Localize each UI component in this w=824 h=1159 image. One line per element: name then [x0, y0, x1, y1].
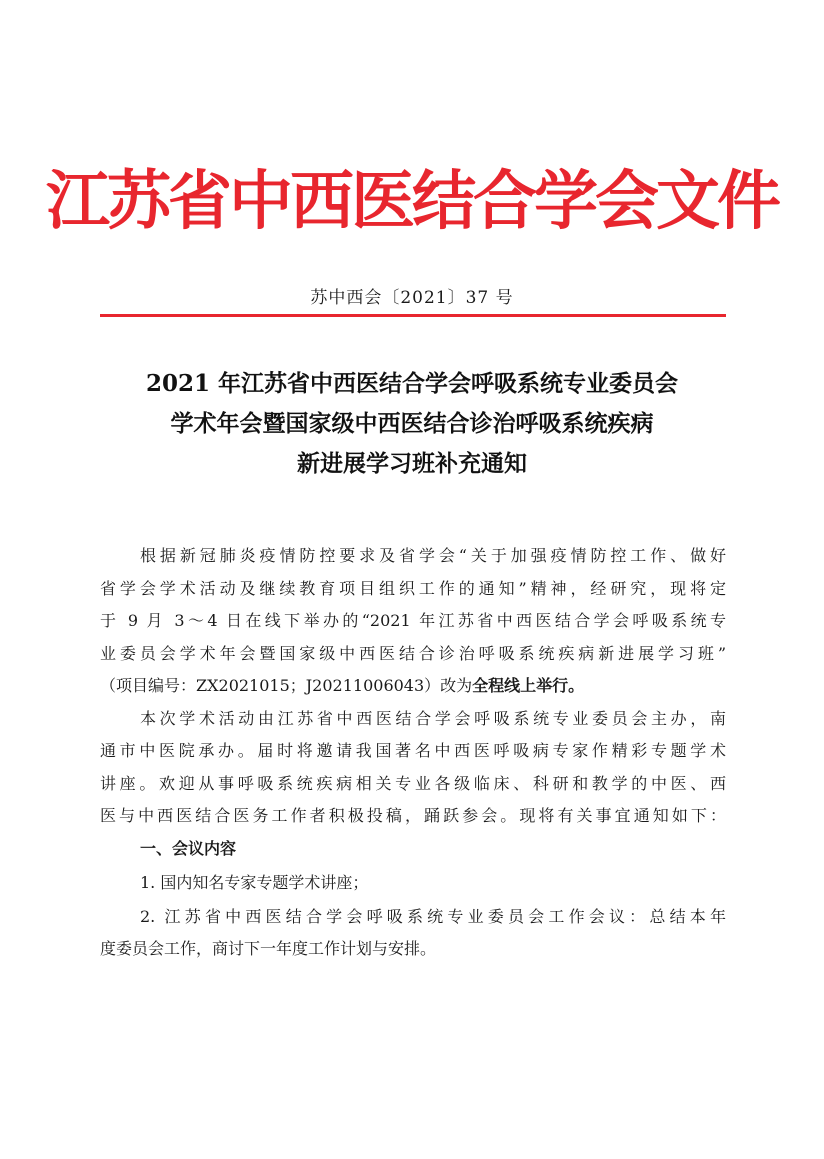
- paragraph-line: 本次学术活动由江苏省中西医结合学会呼吸系统专业委员会主办，南: [140, 708, 726, 728]
- paragraph-line: 业委员会学术年会暨国家级中西医结合诊治呼吸系统疾病新进展学习班”: [100, 643, 726, 663]
- section-heading: 一、会议内容: [140, 838, 237, 858]
- online-emphasis: 全程线上举行。: [472, 676, 585, 695]
- notice-title-line: 学术年会暨国家级中西医结合诊治呼吸系统疾病: [170, 410, 654, 437]
- notice-title: [90, 364, 734, 484]
- paragraph-line: 于 9 月 3～4 日在线下举办的“2021 年江苏省中西医结合学会呼吸系统专: [100, 611, 726, 630]
- list-item-continuation: 度委员会工作，商讨下一年度工作计划与安排。: [100, 939, 437, 958]
- notice-body: [100, 540, 726, 966]
- paragraph-line: 讲座。欢迎从事呼吸系统疾病相关专业各级临床、科研和教学的中医、西: [100, 773, 726, 793]
- paragraph-line: 通市中医院承办。届时将邀请我国著名中西医呼吸病专家作精彩专题学术: [100, 741, 726, 760]
- notice-title-line: 2021 年江苏省中西医结合学会呼吸系统专业委员会: [145, 370, 679, 397]
- list-item: 1. 国内知名专家专题学术讲座；: [140, 872, 369, 892]
- paragraph-line: 根据新冠肺炎疫情防控要求及省学会“关于加强疫情防控工作、做好: [140, 546, 726, 565]
- list-item: 2. 江苏省中西医结合学会呼吸系统专业委员会工作会议：总结本年: [140, 906, 726, 926]
- org-document-title: 江苏省中西医结合学会文件: [46, 164, 778, 239]
- paragraph-line: [100, 670, 726, 703]
- paragraph-line: 医与中西医结合医务工作者积极投稿，踊跃参会。现将有关事宜通知如下：: [100, 806, 726, 825]
- document-number: 苏中西会〔2021〕37 号: [310, 288, 514, 308]
- paragraph-line: 省学会学术活动及继续教育项目组织工作的通知”精神，经研究，现将定: [100, 578, 726, 598]
- red-divider: [100, 314, 726, 317]
- notice-title-line: 新进展学习班补充通知: [297, 450, 527, 477]
- project-code-text: （项目编号：ZX2021015；J20211006043）改为: [100, 676, 473, 695]
